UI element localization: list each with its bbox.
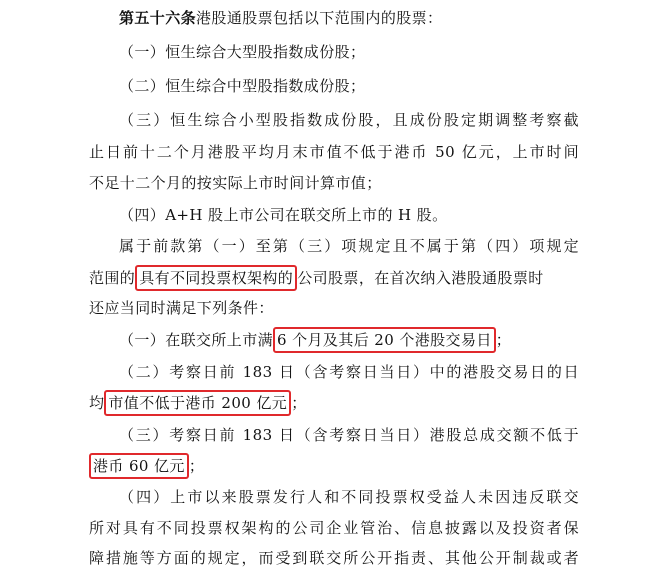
paragraph-line-3: 还应当同时满足下列条件： (89, 299, 274, 317)
article-heading: 第五十六条 (119, 9, 197, 27)
condition-2-line-2-start: 均 (89, 394, 105, 412)
paragraph-line-2-end: 公司股票，在首次纳入港股通股票时 (297, 269, 544, 287)
condition-2-line-1: （二）考察日前 183 日（含考察日当日）中的港股交易日的日 (119, 363, 579, 381)
paragraph-line-2-start: 范围的 (89, 269, 136, 287)
item-3-line-2: 止日前十二个月港股平均月末市值不低于港币 50 亿元，上市时间 (89, 143, 579, 161)
item-3-line-1: （三）恒生综合小型股指数成份股，且成份股定期调整考察截 (119, 111, 579, 129)
condition-3-line-1: （三）考察日前 183 日（含考察日当日）港股总成交额不低于 (119, 426, 579, 444)
condition-4-line-2: 所对具有不同投票权架构的公司企业管治、信息披露以及投资者保 (89, 519, 579, 537)
condition-1-start: （一）在联交所上市满 (119, 331, 274, 349)
condition-2-line-2 (89, 393, 307, 413)
highlight-market-cap: 市值不低于港币 200 亿元 (104, 390, 291, 416)
condition-4-line-3: 障措施等方面的规定，而受到联交所公开指责、其他公开制裁或者 (89, 549, 579, 567)
paragraph-line-2 (89, 268, 544, 288)
condition-2-line-2-end: ； (291, 394, 307, 412)
item-3-line-3: 不足十二个月的按实际上市时间计算市值； (89, 174, 382, 192)
highlight-weighted-voting-rights: 具有不同投票权架构的 (135, 265, 297, 291)
highlight-turnover: 港币 60 亿元 (89, 453, 189, 479)
condition-3-line-2 (89, 456, 204, 476)
item-2: （二）恒生综合中型股指数成份股； (119, 77, 366, 95)
condition-4-line-1: （四）上市以来股票发行人和不同投票权受益人未因违反联交 (119, 488, 579, 506)
condition-1-end: ； (495, 331, 512, 349)
item-4: （四）A+H 股上市公司在联交所上市的 H 股。 (119, 206, 448, 224)
condition-3-line-2-end: ； (188, 457, 205, 475)
article-56-title-line (119, 8, 442, 28)
highlight-listing-period: 6 个月及其后 20 个港股交易日 (273, 327, 496, 353)
item-1: （一）恒生综合大型股指数成份股； (119, 43, 366, 61)
article-intro: 港股通股票包括以下范围内的股票： (196, 9, 443, 27)
paragraph-line-1: 属于前款第（一）至第（三）项规定且不属于第（四）项规定 (119, 237, 579, 255)
condition-1 (119, 330, 511, 350)
